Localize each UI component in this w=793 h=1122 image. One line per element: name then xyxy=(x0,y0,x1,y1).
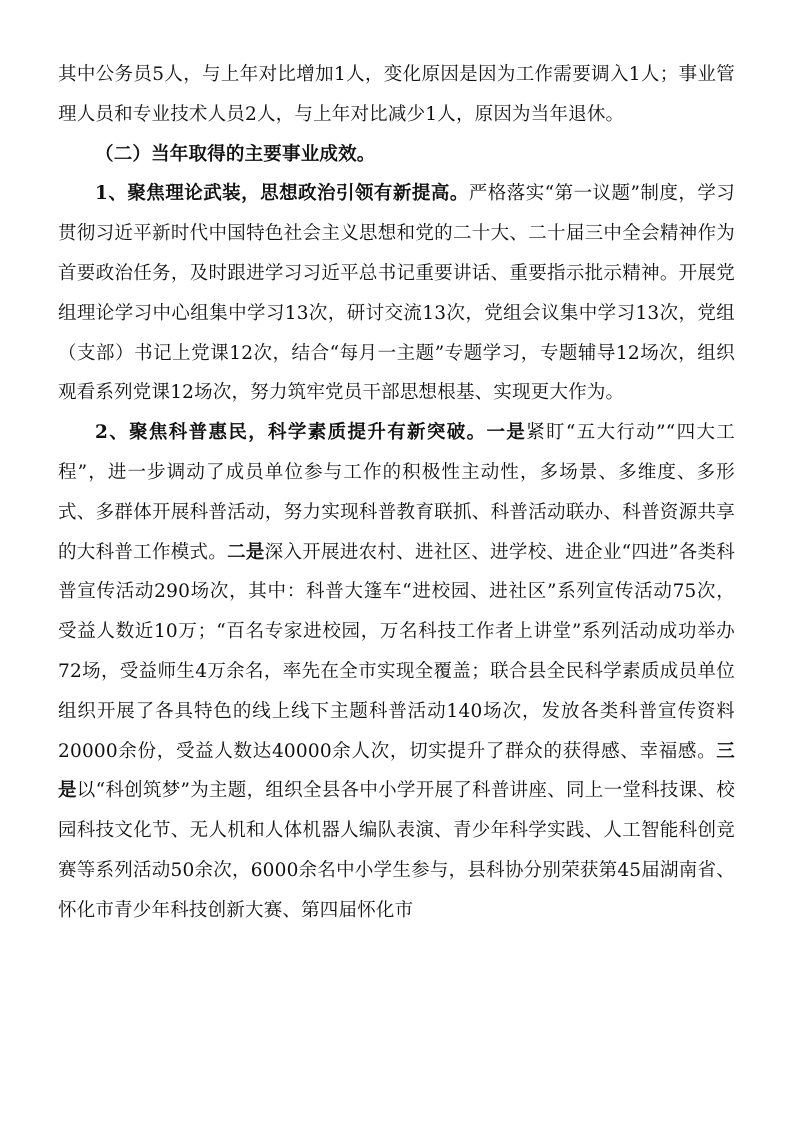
paragraph-staff-changes xyxy=(58,55,735,135)
paragraph-heading: 1、聚焦理论武装，思想政治引领有新提高。 xyxy=(95,183,469,205)
point-label-3: 三是 xyxy=(58,740,735,802)
paragraph-heading: 2、聚焦科普惠民，科学素质提升有新突破。 xyxy=(95,422,487,444)
point-text-1: 紧盯“五大行动”“四大工程”，进一步调动了成员单位参与工作的积极性主动性，多场景、多维度、多形式、多群体开展科普活动，努力实现科普教育联抓、科普活动联办、科普资源共享的大科普工作模式。 xyxy=(58,422,736,563)
paragraph-text: 其中公务员5人，与上年对比增加1人，变化原因是因为工作需要调入1人；事业管理人员和专业技术人员2人，与上年对比减少1人，原因为当年退休。 xyxy=(58,64,735,125)
point-text-3: 以“科创筑梦”为主题，组织全县各中小学开展了科普讲座、同上一堂科技课、校园科技文化节、无人机和人体机器人编队表演、青少年科学实践、人工智能科创竞赛等系列活动50余次，6000余名中小学生参与，县科协分别荣获第45届湖南省、怀化市青少年科技创新大赛、第四届怀化市 xyxy=(58,780,735,921)
point-text-2: 深入开展进农村、进社区、进学校、进企业“四进”各类科普宣传活动290场次，其中：科普大篷车“进校园、进社区”系列宣传活动75次，受益人数近10万；“百名专家进校园，万名科技工作者上讲堂”系列活动成功举办72场，受益师生4万余名，率先在全市实现全覆盖；联合县全民科学素质成员单位组织开展了各具特色的线上线下主题科普活动140场次，发放各类科普宣传资料20000余份，受益人数达40000余人次，切实提升了群众的获得感、幸福感。 xyxy=(58,541,735,762)
section-heading: （二）当年取得的主要事业成效。 xyxy=(95,143,376,165)
point-label-1: 一是 xyxy=(486,422,527,444)
paragraph-science-popularization xyxy=(58,413,735,930)
point-label-2: 二是 xyxy=(227,541,265,563)
paragraph-theory xyxy=(58,174,735,413)
paragraph-text: 严格落实“第一议题”制度，学习贯彻习近平新时代中国特色社会主义思想和党的二十大、二十届三中全会精神作为首要政治任务，及时跟进学习习近平总书记重要讲话、重要指示批示精神。开展党组理论学习中心组集中学习13次，研讨交流13次，党组会议集中学习13次，党组（支部）书记上党课12次，结合“每月一主题”专题学习，专题辅导12场次，组织观看系列党课12场次，努力筑牢党员干部思想根基、实现更大作为。 xyxy=(58,183,736,404)
